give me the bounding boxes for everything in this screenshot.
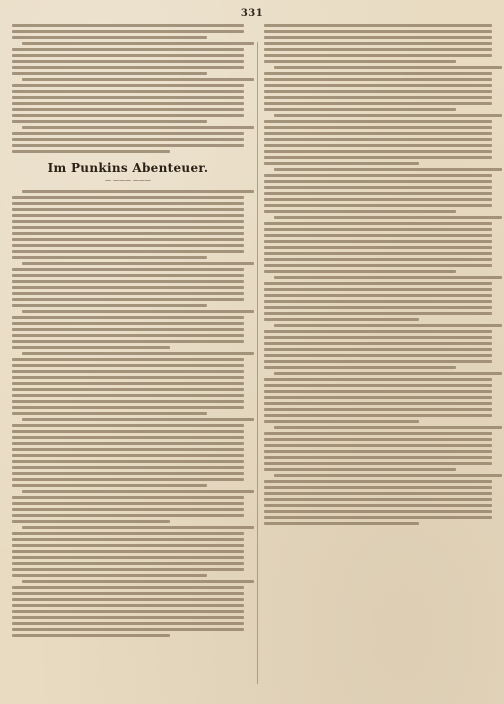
column-separator (257, 42, 258, 684)
page-number: 331 (240, 8, 264, 19)
article-byline: — ——— ——— (105, 177, 151, 184)
right-column (264, 24, 492, 694)
text-columns (12, 24, 494, 694)
article-heading: Im Punkins Abenteuer. (47, 161, 209, 175)
left-column (12, 24, 244, 694)
